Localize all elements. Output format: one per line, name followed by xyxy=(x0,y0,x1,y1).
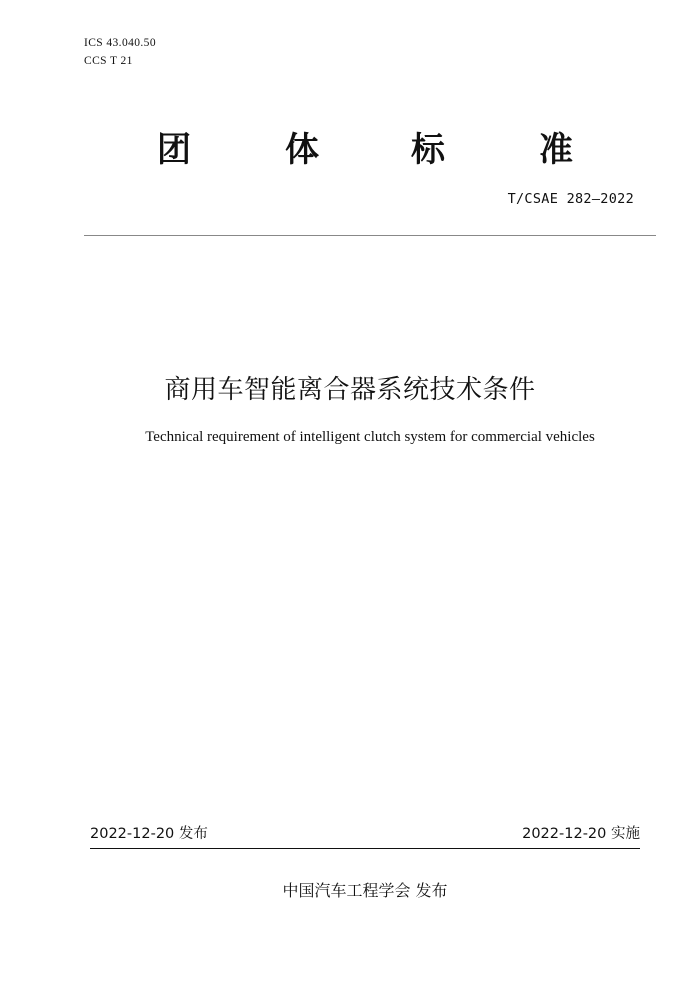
header-divider xyxy=(84,235,656,236)
standard-type-char: 团 xyxy=(157,130,191,170)
standard-type-heading xyxy=(0,128,700,172)
ccs-code: CCS T 21 xyxy=(84,55,133,67)
ics-code: ICS 43.040.50 xyxy=(84,37,156,49)
document-title-english: Technical requirement of intelligent clutch system for commercial vehicles xyxy=(145,429,595,445)
document-title-chinese: 商用车智能离合器系统技术条件 xyxy=(164,375,536,405)
publisher: 中国汽车工程学会 发布 xyxy=(282,881,448,900)
standard-number: T/CSAE 282—2022 xyxy=(507,191,634,207)
standard-type-char: 标 xyxy=(411,130,445,170)
standard-type-char: 体 xyxy=(285,130,319,170)
standard-type-char: 准 xyxy=(539,130,573,170)
implementation-date: 2022-12-20 实施 xyxy=(522,826,640,842)
footer-divider xyxy=(90,848,640,849)
publish-date: 2022-12-20 发布 xyxy=(90,826,208,842)
